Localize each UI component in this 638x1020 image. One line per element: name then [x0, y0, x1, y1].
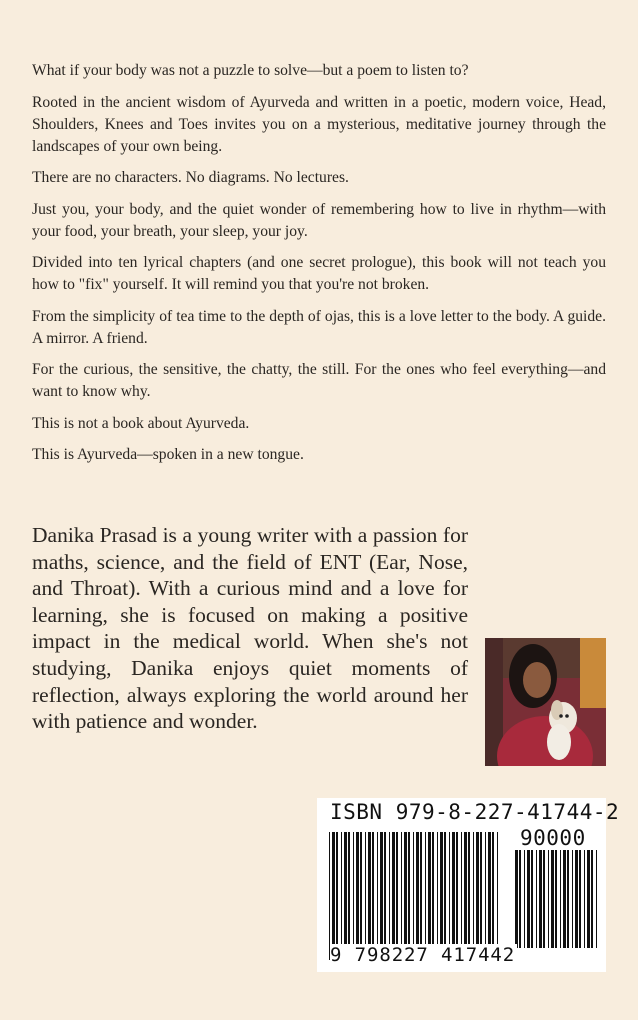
author-bio: Danika Prasad is a young writer with a passion for maths, science, and the field of ENT (Ear, Nose, and Throat). With a curious mind and a love for learning, she is focused on making a positive impact in the medical world. When she's not studying, Danika enjoys quiet moments of reflection, always exploring the world around her with patience and wonder. [32, 523, 468, 734]
blurb-paragraph-4: Just you, your body, and the quiet wonder of remembering how to live in rhythm—with your food, your breath, your sleep, your joy. [32, 200, 606, 240]
blurb-paragraph-3: There are no characters. No diagrams. No lectures. [32, 169, 349, 186]
author-photo-illustration [485, 638, 606, 766]
blurb-paragraph-7: For the curious, the sensitive, the chatty, the still. For the ones who feel everything—and want to know why. [32, 361, 606, 400]
blurb-paragraph-8: This is not a book about Ayurveda. [32, 414, 250, 432]
blurb-paragraph-6: From the simplicity of tea time to the depth of ojas, this is a love letter to the body. A guide. A mirror. A friend. [32, 307, 606, 347]
author-photo [485, 638, 606, 766]
back-cover-blurb [32, 60, 606, 476]
isbn-label: ISBN 979-8-227-41744-2 [330, 800, 620, 824]
barcode-digits: 9 798227 417442 [330, 944, 516, 966]
blurb-paragraph-2: Rooted in the ancient wisdom of Ayurveda and written in a poetic, modern voice, Head, Shoulders, Knees and Toes invites you on a mysterious, meditative journey through the landscapes of your own being. [32, 93, 606, 155]
price-code: 90000 [520, 826, 586, 850]
blurb-paragraph-5: Divided into ten lyrical chapters (and one secret prologue), this book will not teach you how to "fix" yourself. It will remind you that you're not broken. [32, 254, 606, 293]
blurb-paragraph-1: What if your body was not a puzzle to solve—but a poem to listen to? [32, 62, 469, 79]
blurb-paragraph-9: This is Ayurveda—spoken in a new tongue. [32, 446, 304, 463]
